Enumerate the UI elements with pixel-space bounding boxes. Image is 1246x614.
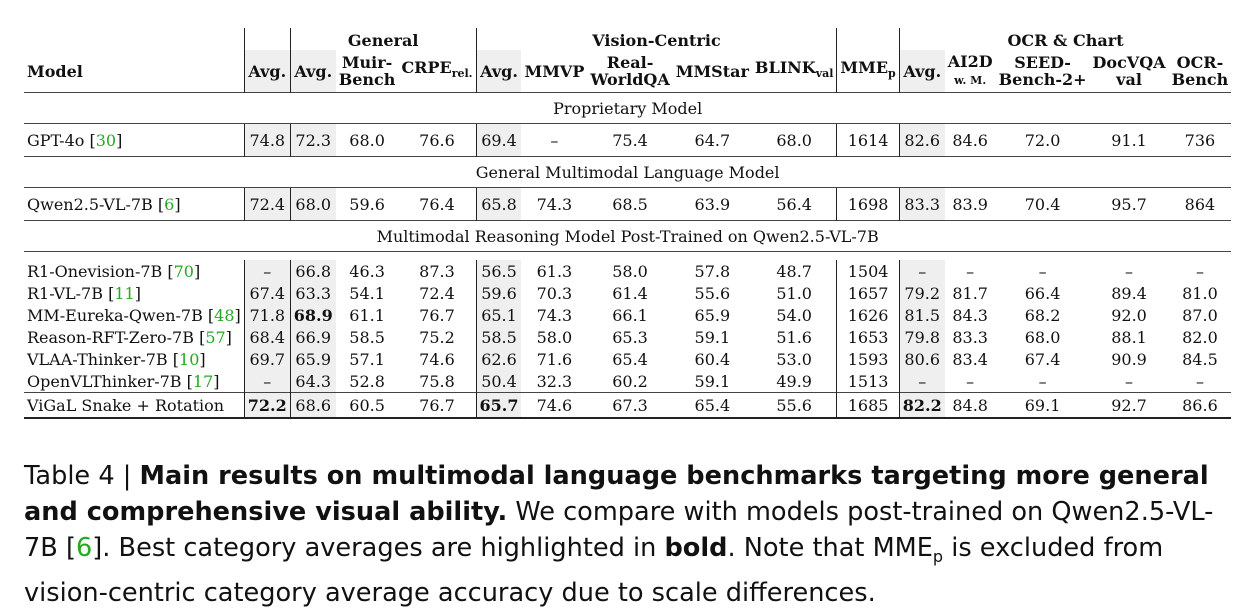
col-mme: $MME_p$ — [837, 50, 899, 93]
value-cell: 80.6 — [899, 348, 944, 370]
value-cell: 56.4 — [776, 194, 812, 214]
model-name-cell: Reason-RFT-Zero-7B [57] — [27, 327, 232, 347]
caption-mme-sub: p — [932, 547, 944, 567]
final-row-vigal — [24, 393, 1231, 419]
value-cell: 83.9 — [952, 194, 988, 214]
value-cell: 75.4 — [612, 130, 648, 150]
value-cell: 1614 — [837, 124, 899, 157]
value-cell: 81.0 — [1182, 283, 1218, 303]
results-table-body — [24, 93, 1231, 419]
citation-link[interactable]: 57 — [205, 327, 226, 347]
caption-citation[interactable]: 6 — [75, 533, 93, 563]
section-title: Multimodal Reasoning Model Post-Trained on Qwen2.5-VL-7B — [24, 221, 1231, 252]
citation-link[interactable]: 10 — [179, 349, 200, 369]
value-cell: 58.5 — [349, 327, 385, 347]
value-cell: 68.5 — [612, 194, 648, 214]
model-name-cell: MM-Eureka-Qwen-7B [48] — [27, 305, 241, 325]
value-cell: 69.1 — [996, 393, 1090, 419]
col-docvqa: DocVQA val — [1092, 53, 1166, 89]
value-cell: 79.2 — [899, 282, 944, 304]
value-cell: 46.3 — [349, 261, 385, 281]
group-vision-centric: Vision-Centric — [476, 28, 837, 50]
value-cell: 76.6 — [419, 130, 455, 150]
value-cell: 736 — [1184, 130, 1216, 150]
value-cell: 51.6 — [776, 327, 812, 347]
value-cell: 63.3 — [290, 282, 335, 304]
value-cell: 1513 — [837, 370, 899, 393]
value-cell: 65.8 — [476, 188, 521, 221]
value-cell: 72.0 — [1024, 130, 1061, 150]
value-cell: 59.1 — [694, 371, 731, 391]
caption-text-2: ]. — [92, 533, 111, 563]
model-name: R1-VL-7B — [27, 283, 103, 303]
value-cell: 68.9 — [290, 304, 335, 326]
results-table-container — [24, 28, 1229, 419]
value-cell: 72.3 — [290, 124, 335, 157]
model-name: Reason-RFT-Zero-7B — [27, 327, 194, 347]
citation-link[interactable]: 6 — [164, 194, 175, 214]
value-cell: 76.7 — [398, 393, 476, 419]
group-header-row — [24, 28, 1231, 50]
value-cell: 74.6 — [419, 349, 455, 369]
value-cell: 32.3 — [536, 371, 573, 391]
value-cell: 87.3 — [419, 261, 455, 281]
value-cell: 53.0 — [776, 349, 812, 369]
value-cell: 52.8 — [349, 371, 385, 391]
value-cell: 60.4 — [694, 349, 731, 369]
model-name: ViGaL Snake + Rotation — [27, 395, 225, 415]
group-general: General — [290, 28, 476, 50]
value-cell: 81.7 — [952, 283, 988, 303]
value-cell: 58.0 — [612, 261, 648, 281]
col-ocr-avg: Avg. — [899, 50, 944, 93]
value-cell: 86.6 — [1169, 393, 1232, 419]
value-cell: 65.4 — [612, 349, 648, 369]
value-cell: 69.7 — [244, 348, 290, 370]
value-cell: 51.0 — [776, 283, 812, 303]
value-cell: 83.3 — [952, 327, 988, 347]
value-cell: 864 — [1184, 194, 1216, 214]
citation-link[interactable]: 70 — [173, 261, 194, 281]
model-column-header: Model — [27, 61, 83, 81]
value-cell: 65.7 — [476, 393, 521, 419]
model-name-cell: R1-VL-7B [11] — [27, 283, 141, 303]
value-cell: 1698 — [837, 188, 899, 221]
caption-text-1: We compare with models post-trained on Qwen2.5-VL-7B [ — [24, 497, 1214, 563]
citation-link[interactable]: 30 — [95, 130, 117, 150]
value-cell: 74.8 — [244, 124, 290, 157]
value-cell: 66.9 — [290, 326, 335, 348]
value-cell: 70.4 — [1024, 194, 1061, 214]
column-header-row — [24, 50, 1231, 93]
value-cell: – — [1195, 371, 1204, 391]
table-row — [24, 370, 1231, 393]
value-cell: – — [966, 371, 975, 391]
model-name: Qwen2.5-VL-7B — [27, 194, 153, 214]
value-cell: 82.0 — [1182, 327, 1218, 347]
value-cell: 63.9 — [694, 194, 731, 214]
value-cell: 1504 — [837, 260, 899, 282]
col-blink: $BLINK_{val}$ — [754, 58, 834, 81]
value-cell: 75.8 — [419, 371, 455, 391]
value-cell: – — [1125, 371, 1134, 391]
value-cell: 74.3 — [536, 194, 573, 214]
value-cell: – — [1038, 261, 1047, 281]
value-cell: 68.4 — [244, 326, 290, 348]
value-cell: 1653 — [837, 326, 899, 348]
value-cell: 75.2 — [419, 327, 455, 347]
value-cell: 84.8 — [945, 393, 996, 419]
caption-title: Main results on multimodal language benchmarks targeting more general and comprehensive visual ability. — [24, 461, 1209, 527]
value-cell: 60.2 — [612, 371, 648, 391]
value-cell: 55.6 — [752, 393, 837, 419]
value-cell: 81.5 — [899, 304, 944, 326]
value-cell: 58.5 — [476, 326, 521, 348]
value-cell: 66.4 — [1024, 283, 1061, 303]
group-ocr-chart: OCR & Chart — [899, 28, 1231, 50]
caption-text-4: . Note that MME — [727, 533, 933, 563]
col-ocrbench: OCR- Bench — [1171, 53, 1229, 89]
value-cell: 65.3 — [612, 327, 648, 347]
value-cell: 59.6 — [349, 194, 385, 214]
value-cell: 76.7 — [419, 305, 455, 325]
value-cell: 92.0 — [1111, 305, 1147, 325]
citation-link[interactable]: 17 — [192, 371, 214, 391]
value-cell: 65.1 — [476, 304, 521, 326]
model-name: GPT-4o — [27, 130, 85, 150]
section-title: General Multimodal Language Model — [24, 157, 1231, 188]
value-cell: 74.6 — [521, 393, 587, 419]
table-caption — [24, 458, 1224, 611]
value-cell: 95.7 — [1111, 194, 1147, 214]
value-cell: 66.8 — [290, 260, 335, 282]
value-cell: 74.3 — [536, 305, 573, 325]
value-cell: 84.3 — [952, 305, 988, 325]
table-row — [24, 260, 1231, 282]
value-cell: 61.4 — [612, 283, 648, 303]
section-title: Proprietary Model — [24, 93, 1231, 124]
caption-text-5: is excluded from vision-centric category average accuracy due to scale differences. — [24, 533, 1164, 609]
table-row — [24, 326, 1231, 348]
value-cell: 48.7 — [776, 261, 812, 281]
section-header-row — [24, 221, 1231, 252]
value-cell: 57.8 — [694, 261, 731, 281]
value-cell: 67.3 — [587, 393, 672, 419]
value-cell: – — [1038, 371, 1047, 391]
value-cell: 65.4 — [673, 393, 752, 419]
col-mmstar: MMStar — [675, 61, 749, 81]
table-row — [24, 124, 1231, 157]
value-cell: 83.4 — [952, 349, 988, 369]
citation-link[interactable]: 11 — [114, 283, 135, 303]
value-cell: 68.0 — [1024, 327, 1061, 347]
table-row — [24, 304, 1231, 326]
col-crpe: $CRPE_{rel.}$ — [401, 58, 473, 81]
value-cell: 1626 — [837, 304, 899, 326]
value-cell: 90.9 — [1111, 349, 1147, 369]
value-cell: 61.1 — [349, 305, 385, 325]
value-cell: 72.4 — [244, 188, 290, 221]
value-cell: 62.6 — [476, 348, 521, 370]
model-name-cell: Qwen2.5-VL-7B [6] — [27, 194, 181, 214]
value-cell: 76.4 — [419, 194, 455, 214]
value-cell: 82.2 — [899, 393, 944, 419]
value-cell: 59.1 — [694, 327, 731, 347]
value-cell: 55.6 — [694, 283, 731, 303]
col-general-avg: Avg. — [290, 50, 335, 93]
col-mmvp: MMVP — [524, 61, 585, 81]
model-name-cell: VLAA-Thinker-7B [10] — [27, 349, 206, 369]
model-name-cell: R1-Onevision-7B [70] — [27, 261, 201, 281]
value-cell: 71.8 — [244, 304, 290, 326]
table-row — [24, 348, 1231, 370]
value-cell: 57.1 — [349, 349, 385, 369]
col-seedbench: SEED- Bench-2+ — [998, 53, 1087, 89]
value-cell: 64.7 — [694, 130, 731, 150]
value-cell: 65.9 — [290, 348, 335, 370]
value-cell: 69.4 — [476, 124, 521, 157]
value-cell: 68.0 — [290, 188, 335, 221]
citation-link[interactable]: 48 — [214, 305, 235, 325]
value-cell: 60.5 — [336, 393, 399, 419]
table-row — [24, 282, 1231, 304]
value-cell: 56.5 — [476, 260, 521, 282]
model-name-cell — [24, 393, 244, 419]
value-cell: – — [1125, 261, 1134, 281]
value-cell: 68.2 — [1024, 305, 1061, 325]
value-cell: – — [244, 260, 290, 282]
value-cell: – — [244, 370, 290, 393]
value-cell: 91.1 — [1111, 130, 1147, 150]
value-cell: 68.6 — [290, 393, 335, 419]
value-cell: 61.3 — [536, 261, 573, 281]
value-cell: – — [966, 261, 975, 281]
model-name-cell: OpenVLThinker-7B [17] — [27, 371, 220, 391]
value-cell: – — [550, 130, 559, 150]
value-cell: 87.0 — [1182, 305, 1218, 325]
value-cell: 68.0 — [349, 130, 385, 150]
value-cell: – — [899, 260, 944, 282]
value-cell: 1657 — [837, 282, 899, 304]
value-cell: 84.6 — [952, 130, 988, 150]
value-cell: 72.4 — [419, 283, 455, 303]
spacer-row — [24, 252, 1231, 261]
value-cell: 92.7 — [1090, 393, 1169, 419]
caption-label: Table 4 | — [24, 461, 140, 491]
value-cell: – — [899, 370, 944, 393]
model-name: MM-Eureka-Qwen-7B — [27, 305, 203, 325]
value-cell: 72.2 — [244, 393, 290, 419]
value-cell: 82.6 — [899, 124, 944, 157]
value-cell: 66.1 — [612, 305, 648, 325]
value-cell: 59.6 — [476, 282, 521, 304]
value-cell: 84.5 — [1182, 349, 1218, 369]
value-cell: 65.9 — [694, 305, 731, 325]
value-cell: 67.4 — [244, 282, 290, 304]
caption-bold-word: bold — [664, 533, 728, 563]
value-cell: 54.1 — [349, 283, 385, 303]
section-header-row — [24, 157, 1231, 188]
section-header-row — [24, 93, 1231, 124]
value-cell: 1685 — [837, 393, 899, 419]
model-name-cell: GPT-4o [30] — [27, 130, 123, 150]
col-ai2d: AI2D w. M. — [947, 52, 993, 87]
model-name: OpenVLThinker-7B — [27, 371, 182, 391]
model-name: R1-Onevision-7B — [27, 261, 163, 281]
model-name: VLAA-Thinker-7B — [27, 349, 168, 369]
value-cell: – — [1195, 261, 1204, 281]
col-muirbench: Muir- Bench — [338, 53, 396, 89]
value-cell: 58.0 — [536, 327, 573, 347]
value-cell: 1593 — [837, 348, 899, 370]
value-cell: 50.4 — [476, 370, 521, 393]
caption-text-3: Best category averages are highlighted in — [118, 533, 665, 563]
value-cell: 67.4 — [1024, 349, 1061, 369]
value-cell: 83.3 — [899, 188, 944, 221]
value-cell: 71.6 — [536, 349, 573, 369]
col-vision-avg: Avg. — [476, 50, 521, 93]
value-cell: 79.8 — [899, 326, 944, 348]
results-table — [24, 28, 1231, 419]
value-cell: 64.3 — [290, 370, 335, 393]
col-avg-overall: Avg. — [244, 50, 290, 93]
value-cell: 49.9 — [776, 371, 812, 391]
value-cell: 70.3 — [536, 283, 573, 303]
value-cell: 68.0 — [776, 130, 812, 150]
value-cell: 88.1 — [1111, 327, 1147, 347]
table-row — [24, 188, 1231, 221]
value-cell: 89.4 — [1111, 283, 1147, 303]
value-cell: 54.0 — [776, 305, 812, 325]
col-realworldqa: Real- WorldQA — [590, 53, 670, 89]
